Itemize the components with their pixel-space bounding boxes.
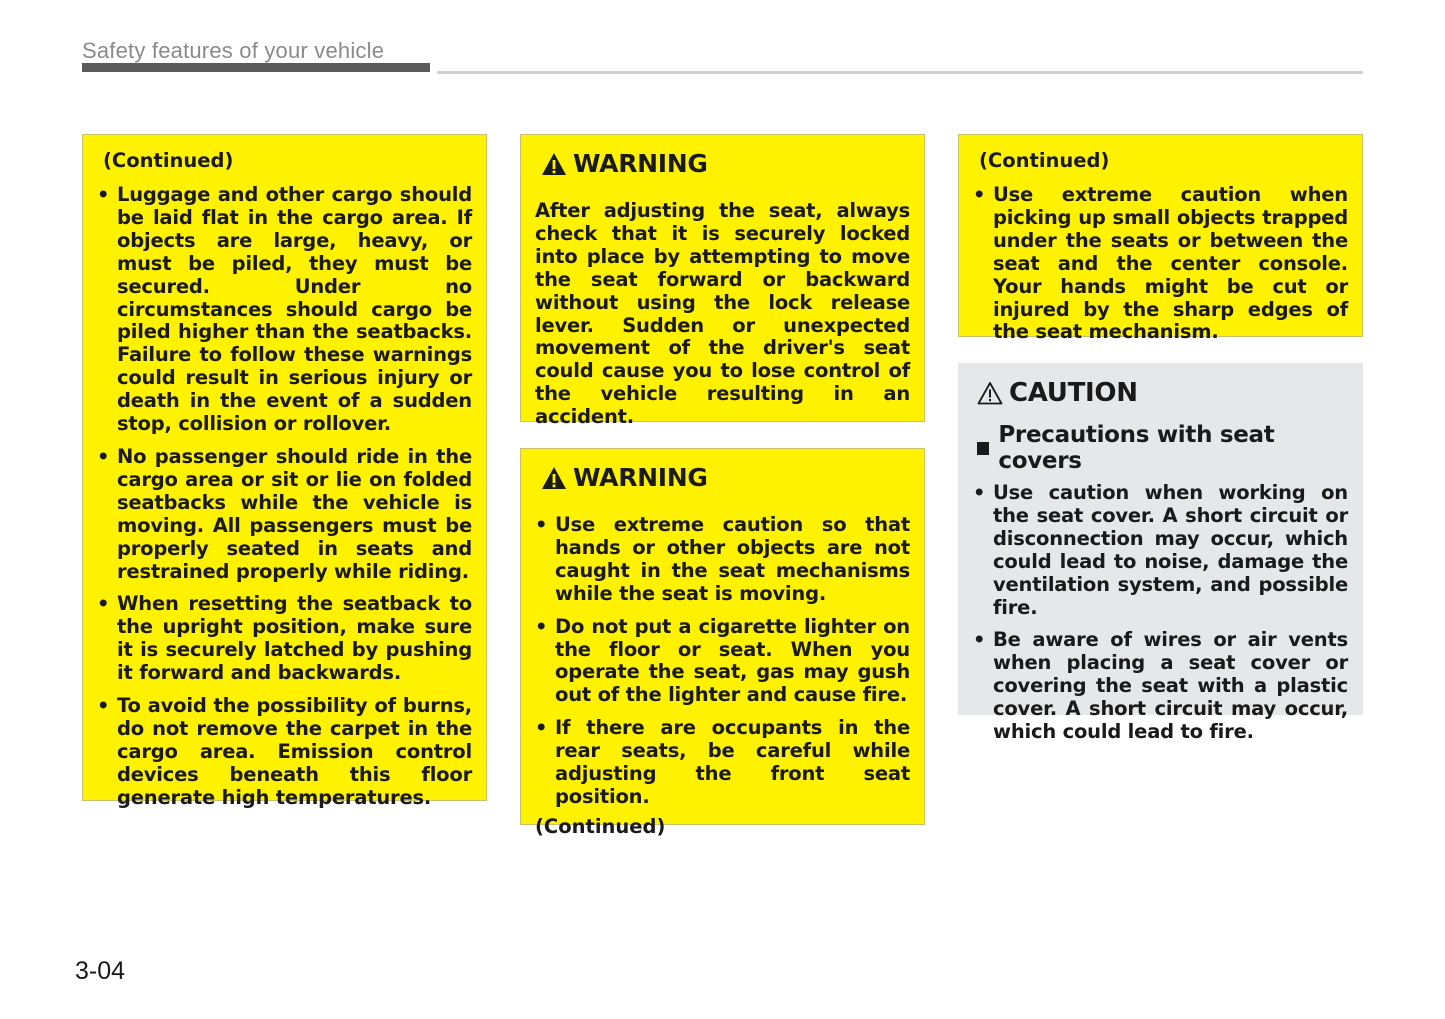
list-item-text: No passenger should ride in the cargo area or sit or lie on folded seatbacks while the vehicle is moving. All passengers must be properly seated in seats and restrained properly while riding.	[117, 444, 472, 583]
warning-title: WARNING	[573, 149, 708, 178]
list-item-text: Luggage and other cargo should be laid flat in the cargo area. If objects are large, heavy, or must be piled, they must be secured. Under no circumstances should cargo be piled higher than the seatbacks. Failure to follow these warnings could result in serious injury or death in the event of a sudden stop, collision or rollover.	[117, 183, 472, 436]
caution-title: CAUTION	[1009, 378, 1138, 408]
caution-triangle-icon	[977, 381, 1003, 405]
caution-subheading	[977, 422, 1348, 474]
bullet-list	[973, 482, 1348, 744]
list-item-text: Do not put a cigarette lighter on the floor or seat. When you operate the seat, gas may gush out of the lighter and cause fire.	[555, 614, 910, 707]
continued-box-left	[82, 134, 487, 809]
continued-label: (Continued)	[979, 149, 1110, 172]
list-item-text: To avoid the possibility of burns, do not remove the carpet in the cargo area. Emission control devices beneath this floor generate high temperatures.	[117, 694, 472, 809]
list-item-text: If there are occupants in the rear seats, be careful while adjusting the front seat position.	[555, 716, 910, 808]
caution-heading	[977, 378, 1348, 408]
warning-box-2	[520, 448, 925, 838]
bullet-icon: •	[973, 628, 986, 652]
header-bar-dark	[82, 63, 430, 72]
bullet-icon: •	[973, 481, 986, 504]
caution-subtitle: Precautions with seat covers	[998, 422, 1275, 474]
list-item	[97, 446, 472, 583]
bullet-list	[535, 514, 910, 809]
square-bullet-icon	[977, 442, 989, 455]
continued-label: (Continued)	[103, 149, 234, 172]
list-item	[535, 514, 910, 606]
bullet-list	[97, 184, 472, 810]
list-item	[97, 184, 472, 436]
warning-triangle-icon	[541, 152, 567, 176]
warning-heading	[541, 463, 910, 492]
bullet-icon: •	[97, 592, 110, 616]
list-item	[535, 717, 910, 809]
bullet-list	[973, 184, 1348, 344]
list-item	[535, 616, 910, 708]
list-item-text: Use extreme caution when picking up small objects trapped under the seats or between the seat and the center console. Your hands might be cut or injured by the sharp edges of the seat mechanism.	[993, 183, 1348, 344]
list-item	[97, 593, 472, 685]
bullet-icon: •	[973, 183, 986, 206]
caution-box	[958, 363, 1363, 744]
header-title: Safety features of your vehicle	[82, 38, 385, 63]
list-item-text: When resetting the seatback to the upright position, make sure it is securely latched by pushing it forward and backwards.	[117, 592, 472, 685]
list-item-text: Use extreme caution so that hands or other objects are not caught in the seat mechanisms while the seat is moving.	[555, 513, 910, 605]
bullet-icon: •	[97, 444, 110, 468]
bullet-icon: •	[535, 513, 548, 536]
list-item	[973, 482, 1348, 619]
list-item	[97, 695, 472, 810]
continued-box-right	[958, 134, 1363, 344]
bullet-icon: •	[97, 183, 110, 206]
list-item-text: Use caution when working on the seat cover. A short circuit or disconnection may occur, which could lead to noise, damage the ventilation system, and possible fire.	[993, 481, 1348, 619]
list-item-text: Be aware of wires or air vents when placing a seat cover or covering the seat with a plastic cover. A short circuit may occur, which could lead to fire.	[993, 628, 1348, 744]
warning-title: WARNING	[573, 463, 708, 492]
header-bar-light	[437, 71, 1363, 74]
page-number: 3-04	[75, 957, 126, 985]
bullet-icon: •	[97, 694, 110, 718]
list-item	[973, 629, 1348, 744]
warning-box-1	[520, 134, 925, 429]
list-item	[973, 184, 1348, 344]
bullet-icon: •	[535, 716, 548, 740]
warning-triangle-icon	[541, 466, 567, 490]
warning-heading	[541, 149, 910, 178]
continued-label: (Continued)	[535, 814, 666, 838]
warning-text: After adjusting the seat, always check that it is securely locked into place by attempting to move the seat forward or backward without using the lock release lever. Sudden or unexpected movement of the driver's seat could cause you to lose control of the vehicle resulting in an accident.	[535, 199, 910, 429]
bullet-icon: •	[535, 614, 548, 638]
